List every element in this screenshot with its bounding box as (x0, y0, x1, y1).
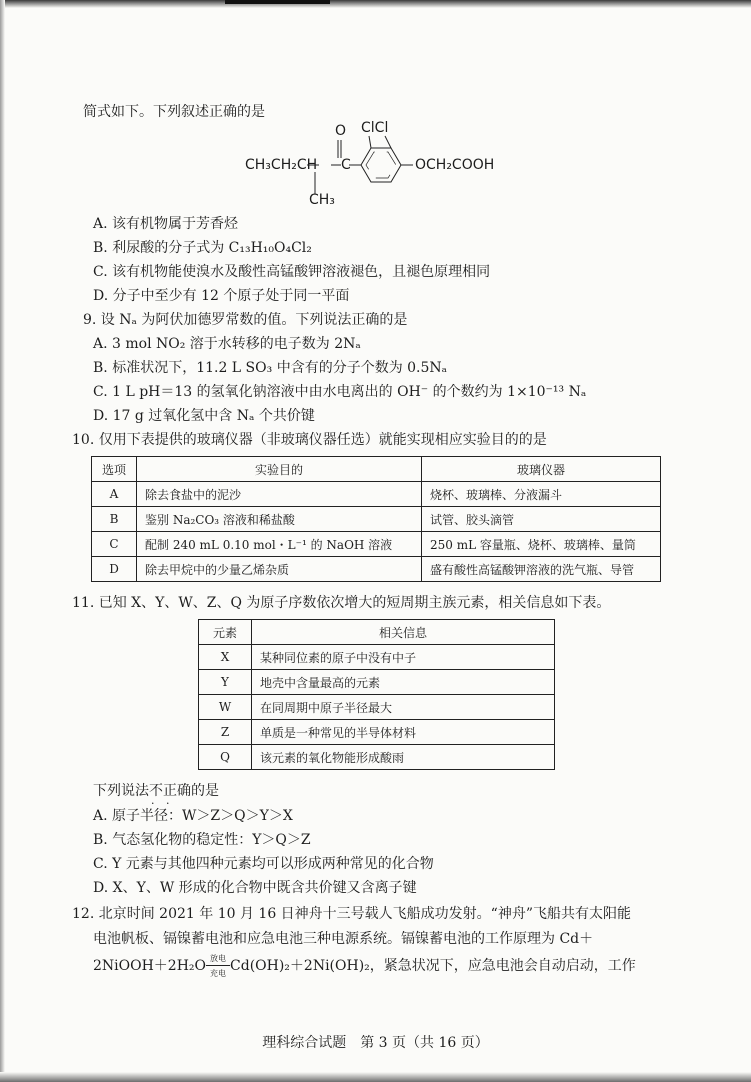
table-cell: 某种同位素的原子中没有中子 (252, 645, 555, 670)
q12-line1: 12. 北京时间 2021 年 10 月 16 日神舟十三号载人飞船成功发射。“神舟”飞船共有太阳能 (72, 906, 631, 922)
q10-table (91, 456, 661, 582)
q11-stem: 11. 已知 X、Y、W、Z、Q 为原子序数依次增大的短周期主族元素，相关信息如下表。 (72, 595, 611, 611)
carbonyl-carbon: C (341, 157, 351, 173)
table-cell: 250 mL 容量瓶、烧杯、玻璃棒、量筒 (422, 532, 661, 557)
q9-option-b: B. 标准状况下，11.2 L SO₃ 中含有的分子个数为 0.5Nₐ (93, 360, 448, 376)
table-cell: 盛有酸性高锰酸钾溶液的洗气瓶、导管 (422, 557, 661, 582)
table-cell: 配制 240 mL 0.10 mol・L⁻¹ 的 NaOH 溶液 (137, 532, 422, 557)
arrow-label-discharge: 放电 (210, 954, 227, 963)
table-row (92, 482, 661, 507)
table-header-row (199, 620, 555, 645)
methyl-group: CH₃ (309, 192, 335, 208)
arrow-bar (206, 965, 230, 966)
q11-question-emphasis: 不正确 · · (149, 782, 191, 800)
table-cell: 除去食盐中的泥沙 (137, 482, 422, 507)
q8-option-b: B. 利尿酸的分子式为 C₁₃H₁₀O₄Cl₂ (93, 240, 312, 256)
q9-option-c: C. 1 L pH＝13 的氢氧化钠溶液中由水电离出的 OH⁻ 的个数约为 1×10⁻¹³ Nₐ (93, 384, 587, 400)
q9-stem: 9. 设 Nₐ 为阿伏加德罗常数的值。下列说法正确的是 (83, 312, 408, 328)
table-row (199, 670, 555, 695)
structural-formula (245, 118, 505, 210)
q11-option-a: A. 原子半径：W＞Z＞Q＞Y＞X (93, 808, 293, 824)
table-cell: 该元素的氧化物能形成酸雨 (252, 745, 555, 770)
table-cell: 单质是一种常见的半导体材料 (252, 720, 555, 745)
table-cell: 鉴别 Na₂CO₃ 溶液和稀盐酸 (137, 507, 422, 532)
table-cell: Z (199, 720, 252, 745)
table-cell: 除去甲烷中的少量乙烯杂质 (137, 557, 422, 582)
q8-intro: 简式如下。下列叙述正确的是 (83, 104, 265, 120)
table-cell: 烧杯、玻璃棒、分液漏斗 (422, 482, 661, 507)
carbonyl-oxygen: O (335, 123, 347, 139)
q8-option-a: A. 该有机物属于芳香烃 (93, 216, 239, 232)
q11-question-post: 的是 (191, 783, 219, 799)
q12-reaction (93, 954, 636, 978)
reversible-arrow (206, 954, 230, 978)
table-row (199, 745, 555, 770)
table-cell: 地壳中含量最高的元素 (252, 670, 555, 695)
table-row (92, 557, 661, 582)
arrow-label-charge: 充电 (210, 969, 227, 978)
table-cell: W (199, 695, 252, 720)
q8-option-c: C. 该有机物能使溴水及酸性高锰酸钾溶液褪色，且褪色原理相同 (93, 264, 491, 280)
table-cell: 试管、胶头滴管 (422, 507, 661, 532)
table-header: 实验目的 (137, 457, 422, 482)
table-row (199, 695, 555, 720)
ether-acid-group: OCH₂COOH (415, 157, 495, 173)
q8-option-d: D. 分子中至少有 12 个原子处于同一平面 (93, 288, 350, 304)
table-header: 选项 (92, 457, 137, 482)
table-cell: A (92, 482, 137, 507)
table-cell: Y (199, 670, 252, 695)
table-header: 元素 (199, 620, 252, 645)
ethyl-group: CH₃CH₂CH (245, 157, 318, 173)
table-header-row (92, 457, 661, 482)
q11-option-c: C. Y 元素与其他四种元素均可以形成两种常见的化合物 (93, 856, 434, 872)
reaction-left: 2NiOOH＋2H₂O (93, 958, 207, 974)
table-row (92, 532, 661, 557)
table-cell: 在同周期中原子半径最大 (252, 695, 555, 720)
table-row (92, 507, 661, 532)
q11-question (93, 782, 219, 800)
q11-option-b: B. 气态氢化物的稳定性：Y＞Q＞Z (93, 832, 311, 848)
q11-question-pre: 下列说法 (93, 783, 149, 799)
q10-stem: 10. 仅用下表提供的玻璃仪器（非玻璃仪器任选）就能实现相应实验目的的是 (72, 432, 547, 448)
q9-option-a: A. 3 mol NO₂ 溶于水转移的电子数为 2Nₐ (93, 336, 361, 352)
table-cell: D (92, 557, 137, 582)
table-cell: C (92, 532, 137, 557)
q9-option-d: D. 17 g 过氧化氢中含 Nₐ 个共价键 (93, 408, 315, 424)
q11-table (198, 619, 555, 770)
q12-line2: 电池帆板、镉镍蓄电池和应急电池三种电源系统。镉镍蓄电池的工作原理为 Cd＋ (93, 931, 594, 947)
table-cell: X (199, 645, 252, 670)
table-cell: B (92, 507, 137, 532)
table-header: 相关信息 (252, 620, 555, 645)
table-row (199, 720, 555, 745)
table-row (199, 645, 555, 670)
table-cell: Q (199, 745, 252, 770)
chlorine-atoms: ClCl (361, 120, 389, 136)
page-footer: 理科综合试题 第 3 页（共 16 页） (262, 1035, 489, 1051)
table-header: 玻璃仪器 (422, 457, 661, 482)
q11-option-d: D. X、Y、W 形成的化合物中既含共价键又含离子键 (93, 880, 417, 896)
reaction-right: Cd(OH)₂＋2Ni(OH)₂，紧急状况下，应急电池会自动启动，工作 (230, 958, 636, 974)
